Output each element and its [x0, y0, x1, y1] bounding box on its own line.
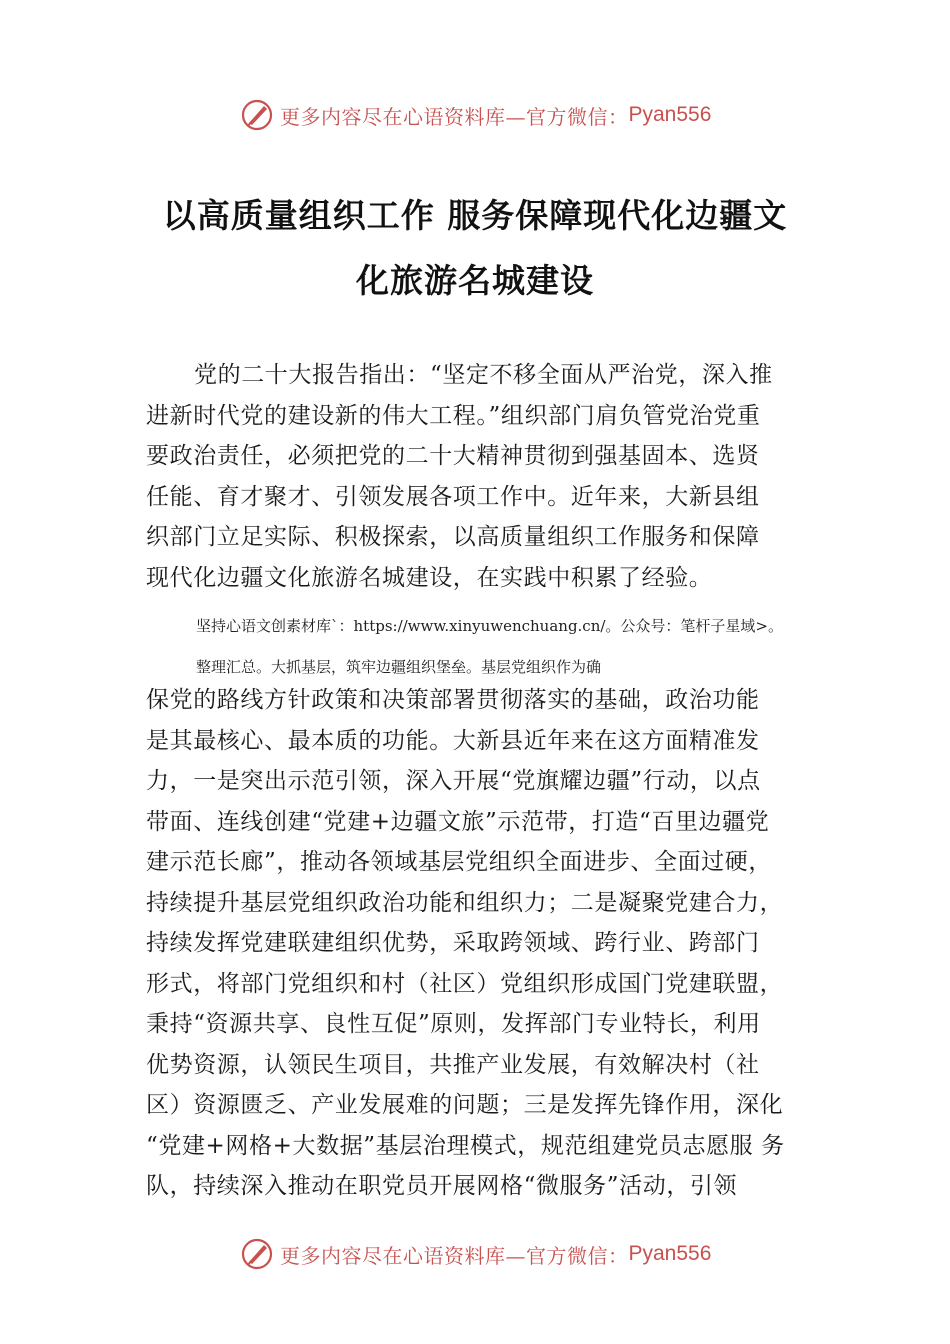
banner-wechat-id: Pyan556 — [628, 103, 712, 126]
text-line: 持续发挥党建联建组织优势，采取跨领域、跨行业、跨部门 — [146, 930, 760, 956]
text-line: 织部门立足实际、积极探索，以高质量组织工作服务和保障 — [146, 524, 760, 550]
text-line: 任能、育才聚才、引领发展各项工作中。近年来，大新县组 — [146, 483, 760, 510]
text-line: 优势资源，认领民生项目，共推产业发展，有效解决村（社 — [146, 1051, 760, 1078]
quill-logo-icon — [240, 1237, 274, 1271]
banner-text: 更多内容尽在心语资料库—官方微信： — [280, 1243, 629, 1268]
text-line: 建示范长廊”，推动各领域基层党组织全面进步、全面过硬， — [146, 849, 772, 875]
text-line: 是其最核心、最本质的功能。大新县近年来在这方面精准发 — [146, 727, 760, 754]
paragraph-body — [146, 680, 836, 1207]
text-line: 进新时代党的建设新的伟大工程。”组织部门肩负管党治党重 — [146, 402, 761, 429]
header-banner — [0, 95, 950, 135]
source-note-line-1: 坚持心语文创素材库`：https://www.xinyuwenchuang.cn/。公众号：笔杆子星域>。 — [196, 617, 783, 635]
paragraph-intro — [146, 355, 836, 598]
banner-wechat-id: Pyan556 — [628, 1242, 712, 1265]
text-line: 要政治责任，必须把党的二十大精神贯彻到强基固本、选贤 — [146, 443, 760, 469]
text-line: 带面、连线创建“党建+边疆文旅”示范带，打造“百里边疆党 — [146, 808, 770, 835]
text-line: 秉持“资源共享、良性互促”原则，发挥部门专业特长，利用 — [146, 1011, 761, 1037]
text-line: 党的二十大报告指出：“坚定不移全面从严治党，深入推 — [194, 362, 773, 388]
quill-logo-icon — [240, 98, 274, 132]
banner-text: 更多内容尽在心语资料库—官方微信： — [280, 104, 629, 129]
document-title-line-2: 化旅游名城建设 — [356, 261, 594, 300]
text-line: 区）资源匮乏、产业发展难的问题；三是发挥先锋作用，深化 — [146, 1092, 784, 1118]
text-line: 现代化边疆文化旅游名城建设，在实践中积累了经验。 — [146, 564, 713, 591]
text-line: 队，持续深入推动在职党员开展网格“微服务”活动，引领 — [146, 1173, 738, 1199]
text-line: 保党的路线方针政策和决策部署贯彻落实的基础，政治功能 — [146, 687, 760, 713]
text-line: 形式，将部门党组织和村（社区）党组织形成国门党建联盟， — [146, 970, 784, 997]
document-title-line-1: 以高质量组织工作 服务保障现代化边疆文 — [162, 196, 788, 235]
footer-banner — [0, 1234, 950, 1274]
text-line: “党建+网格+大数据”基层治理模式，规范组建党员志愿服 务 — [146, 1132, 785, 1159]
text-line: 力，一是突出示范引领，深入开展“党旗耀边疆”行动，以点 — [146, 768, 761, 794]
source-note-line-2: 整理汇总。大抓基层，筑牢边疆组织堡垒。基层党组织作为确 — [196, 658, 602, 676]
text-line: 持续提升基层党组织政治功能和组织力；二是凝聚党建合力， — [146, 889, 784, 916]
